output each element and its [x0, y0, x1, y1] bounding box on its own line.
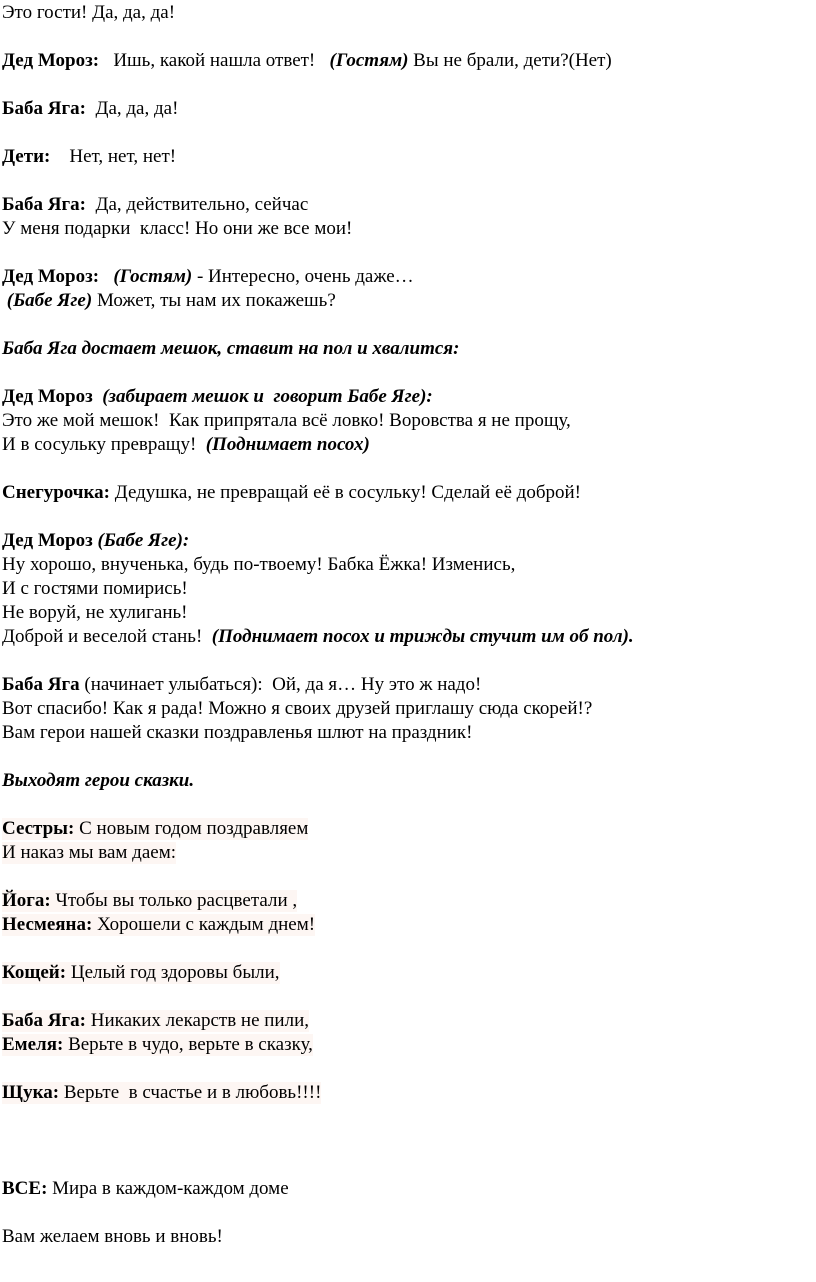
line-text: Ишь, какой нашла ответ!: [99, 50, 330, 71]
line-text: И с гостями помирись!: [2, 578, 188, 599]
speaker-label: Баба Яга: [2, 674, 80, 695]
line-text: Вам желаем вновь и вновь!: [2, 1226, 223, 1247]
line-text: Верьте в чудо, верьте в сказку,: [63, 1034, 313, 1055]
speaker-label: Дед Мороз: [2, 386, 93, 407]
line-text: Может, ты нам их покажешь?: [92, 290, 336, 311]
text-line: [2, 218, 352, 240]
text-line: [2, 1082, 321, 1104]
line-text: Вам герои нашей сказки поздравленья шлют на праздник!: [2, 722, 473, 743]
stage-direction-text: Баба Яга достает мешок, ставит на пол и хвалится:: [2, 338, 460, 359]
text-line: [2, 626, 634, 648]
text-line: [2, 962, 280, 984]
speaker-label: Баба Яга:: [2, 1010, 86, 1031]
text-line: [2, 890, 297, 912]
line-text: Это же мой мешок! Как припрятала всё ловко! Воровства я не прощу,: [2, 410, 571, 431]
text-line: [2, 2, 175, 24]
speaker-label: Сестры:: [2, 818, 75, 839]
text-line: [2, 578, 188, 600]
line-text: Да, действительно, сейчас: [86, 194, 309, 215]
text-line: [2, 602, 188, 624]
line-text: Вы не брали, дети?(Нет): [408, 50, 612, 71]
text-line: [2, 482, 581, 504]
stage-direction-text: (забирает мешок и говорит Бабе Яге):: [102, 386, 433, 407]
speaker-label: Кощей:: [2, 962, 67, 983]
text-line: [2, 98, 178, 120]
speaker-label: Дети:: [2, 146, 51, 167]
line-text: У меня подарки класс! Но они же все мои!: [2, 218, 353, 239]
line-text: Не воруй, не хулигань!: [2, 602, 188, 623]
stage-direction: [2, 338, 459, 360]
text-line: [2, 50, 612, 72]
text-line: [2, 434, 370, 456]
line-text: - Интересно, очень даже…: [192, 266, 414, 287]
line-text: Никаких лекарств не пили,: [86, 1010, 309, 1031]
text-line: [2, 722, 473, 744]
speaker-label: Снегурочка:: [2, 482, 111, 503]
line-text: (начинает улыбаться): Ой, да я… Ну это ж надо!: [79, 674, 482, 695]
speaker-label: Баба Яга:: [2, 194, 86, 215]
text-line: [2, 554, 515, 576]
speaker-label: Емеля:: [2, 1034, 64, 1055]
text-line: [2, 914, 315, 936]
speaker-label: Дед Мороз:: [2, 266, 100, 287]
line-text: Нет, нет, нет!: [50, 146, 177, 167]
text-line: [2, 818, 308, 840]
text-line: [2, 1178, 289, 1200]
text-line: [2, 674, 481, 696]
stage-direction-text: (Бабе Яге): [6, 290, 93, 311]
stage-direction-text: (Гостям): [329, 50, 409, 71]
line-text: Хорошели с каждым днем!: [92, 914, 316, 935]
speaker-label: Несмеяна:: [2, 914, 93, 935]
stage-direction: [2, 770, 194, 792]
line-text: Вот спасибо! Как я рада! Можно я своих друзей приглашу сюда скорей!?: [2, 698, 593, 719]
text-line: [2, 386, 433, 408]
text-line: [2, 194, 308, 216]
line-text: Это гости! Да, да, да!: [2, 2, 176, 23]
stage-direction-text: Выходят герои сказки.: [2, 770, 195, 791]
line-text: Ну хорошо, внученька, будь по-твоему! Бабка Ёжка! Изменись,: [2, 554, 516, 575]
line-text: Верьте в счастье и в любовь!!!!: [59, 1082, 322, 1103]
speaker-label: Щука:: [2, 1082, 60, 1103]
line-text: Чтобы вы только расцветали ,: [50, 890, 298, 911]
line-text: Дедушка, не превращай её в сосульку! Сделай её доброй!: [110, 482, 581, 503]
text-line: [2, 842, 176, 864]
line-text: Целый год здоровы были,: [66, 962, 280, 983]
speaker-label: Йога:: [2, 890, 51, 911]
text-line: [2, 266, 414, 288]
stage-direction-text: (Бабе Яге):: [97, 530, 190, 551]
line-text: Да, да, да!: [86, 98, 179, 119]
text-line: [2, 410, 571, 432]
speaker-label: Дед Мороз:: [2, 50, 100, 71]
text-line: [2, 290, 336, 312]
line-text: И наказ мы вам даем:: [2, 842, 177, 863]
text-line: [2, 1034, 313, 1056]
stage-direction-text: (Поднимает посох и трижды стучит им об пол).: [211, 626, 634, 647]
text-line: [2, 530, 189, 552]
stage-direction-text: (Поднимает посох): [205, 434, 370, 455]
text-line: [2, 1010, 309, 1032]
text-line: [2, 1226, 223, 1248]
text-line: [2, 698, 592, 720]
line-text: И в сосульку превращу!: [2, 434, 206, 455]
text-line: [2, 146, 176, 168]
speaker-label: ВСЕ:: [2, 1178, 48, 1199]
line-text: Мира в каждом-каждом доме: [47, 1178, 289, 1199]
line-text: [99, 266, 113, 287]
speaker-label: Дед Мороз: [2, 530, 93, 551]
speaker-label: Баба Яга:: [2, 98, 86, 119]
stage-direction-text: (Гостям): [113, 266, 193, 287]
line-text: Доброй и веселой стань!: [2, 626, 212, 647]
line-text: С новым годом поздравляем: [74, 818, 309, 839]
line-text: [93, 386, 103, 407]
